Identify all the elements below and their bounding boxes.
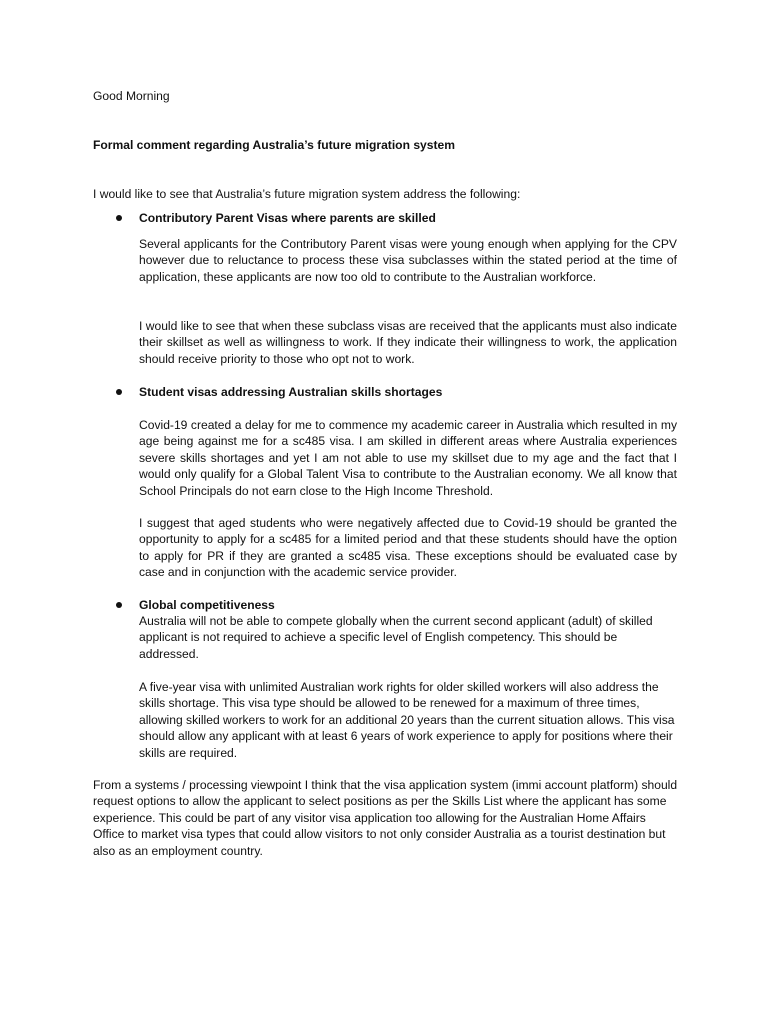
section-paragraph: I would like to see that when these subclass visas are received that the applicants must also indicate their skillset as well as willingness to work. If they indicate their willingness to work, the application should receive priority to those who opt not to work. <box>139 319 677 366</box>
section-title-parent-visas: Contributory Parent Visas where parents are skilled <box>139 211 436 225</box>
bullet-icon <box>116 389 122 395</box>
section-paragraph: I suggest that aged students who were negatively affected due to Covid-19 should be granted the opportunity to apply for a sc485 for a limited period and that these students should have the option to apply for PR if they are granted a sc485 visa. These exceptions should be evaluated case by case and in conjunction with the academic service provider. <box>139 516 677 580</box>
bullet-icon <box>116 215 122 221</box>
bullet-icon <box>116 602 122 608</box>
greeting: Good Morning <box>93 89 170 103</box>
closing-paragraph: From a systems / processing viewpoint I think that the visa application system (immi account platform) should request options to allow the applicant to select positions as per the Skills List where the applicant has some experience. This could be part of any visitor visa application too allowing for the Australian Home Affairs Office to market visa types that could allow visitors to not only consider Australia as a tourist destination but also as an employment country. <box>93 778 678 858</box>
section-paragraph: Several applicants for the Contributory Parent visas were young enough when applying for the CPV however due to reluctance to process these visa subclasses within the stated period at the time of application, these applicants are now too old to contribute to the Australian workforce. <box>139 237 677 284</box>
document-heading: Formal comment regarding Australia’s future migration system <box>93 138 455 152</box>
section-paragraph: Covid-19 created a delay for me to commence my academic career in Australia which resulted in my age being against me for a sc485 visa. I am skilled in different areas where Australia experiences severe skills shortages and yet I am not able to use my skillset due to my age and the fact that I would only qualify for a Global Talent Visa to contribute to the Australian economy. We all know that School Principals do not earn close to the High Income Threshold. <box>139 418 677 498</box>
section-title-student-visas: Student visas addressing Australian skills shortages <box>139 385 443 399</box>
section-paragraph: A five-year visa with unlimited Australian work rights for older skilled workers will also address the skills shortage. This visa type should be allowed to be renewed for a maximum of three times, allowing skilled workers to work for an additional 20 years than the current situation allows. This visa should allow any applicant with at least 6 years of work experience to apply for positions where their skills are required. <box>139 680 675 760</box>
intro-paragraph: I would like to see that Australia’s future migration system address the following: <box>93 187 521 201</box>
section-title-global-competitiveness: Global competitiveness <box>139 598 275 612</box>
section-paragraph: Australia will not be able to compete globally when the current second applicant (adult) of skilled applicant is not required to achieve a specific level of English competency. This should be addressed. <box>139 614 653 661</box>
